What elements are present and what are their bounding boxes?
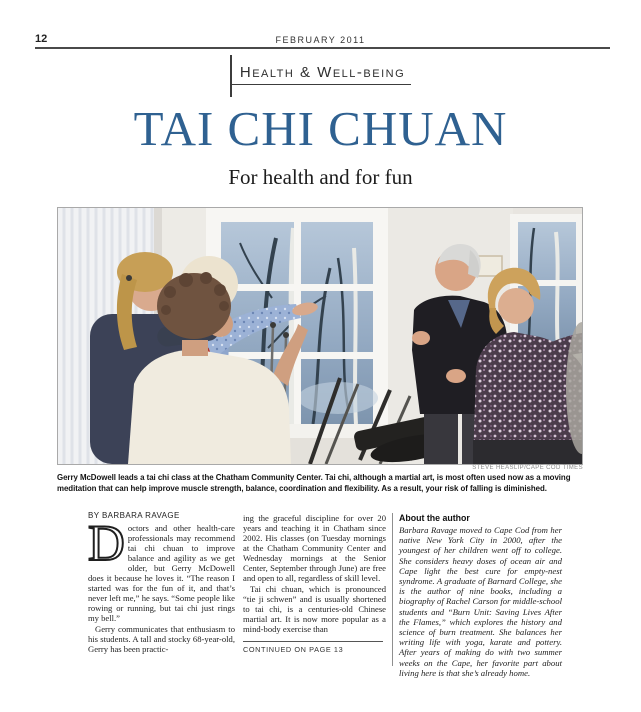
section-badge-wrap [0,62,641,85]
page-number: 12 [35,33,48,45]
paragraph-text: octors and other health-care professionals may recommend tai chi chuan to improve balance and agility as we get older, but Gerry McDowell does it because he loves it. “The reason I started was for the fun of it, and that’s never left me,” he says. “Some people like rowing or running, but tai chi just rings my bell.” [88,523,235,623]
article-title: TAI CHI CHUAN [133,101,508,156]
article-column-2 [243,511,386,655]
article-column-1 [88,511,235,654]
column-divider [392,513,393,666]
drop-cap: D [88,516,125,572]
section-label: Health & Well-being [239,64,406,81]
continued-on-page-note: CONTINUED ON PAGE 13 [243,641,383,655]
photo-credit: STEVE HEASLIP/CAPE COD TIMES [472,465,583,471]
about-author-text: Barbara Ravage moved to Cape Cod from her native New York City in 2000, after the youngest of her children went off to college. She considers heavy doses of ocean air and Cape light the best cure for empty-nest syndrome. A graduate of Barnard College, she is the author of nine books, including a biography of Rachel Carson for middle-school students and “Burn Unit: Saving Lives After the Flames,” which explores the history and science of burn treatment. She balances her writing life with yoga, karate and pottery. After years of making do with two summer weeks on the Cape, her favorite part about living here is that she’s already home. [399,525,562,678]
issue-date: FEBRUARY 2011 [275,35,366,45]
tai-chi-photo-illustration [58,208,582,464]
about-author-heading: About the author [399,513,470,523]
article-subtitle: For health and for fun [228,165,413,189]
badge-vertical-rule [230,55,232,97]
photo-caption: Gerry McDowell leads a tai chi class at the Chatham Community Center. Tai chi, although a martial art, is most often used now as a moving meditation that can help improve muscle strength, balance, coordination and flexibility. As a result, your risk of falling is diminished. [57,473,571,493]
class-photo [57,207,583,465]
header-rule [35,47,610,49]
paragraph: ing the graceful discipline for over 20 years and teaching it in Chatham since 2002. His classes (on Tuesday mornings at the Chatham Community Center and Wednesday mornings at the Senior Center, September through June) are free and open to all, regardless of skill level. [243,513,386,583]
section-badge [230,62,411,85]
byline: BY BARBARA RAVAGE [88,511,180,520]
paragraph: Tai chi chuan, which is pronounced “tie ji schwen” and is usually shortened to tai chi, is a centuries-old Chinese martial art. It is now more popular as a mind-body exercise than [243,584,386,634]
about-author-column [399,511,562,678]
paragraph [88,516,235,623]
paragraph: Gerry communicates that enthusiasm to his students. A tall and stocky 68-year-old, Gerry has been practic- [88,624,235,654]
